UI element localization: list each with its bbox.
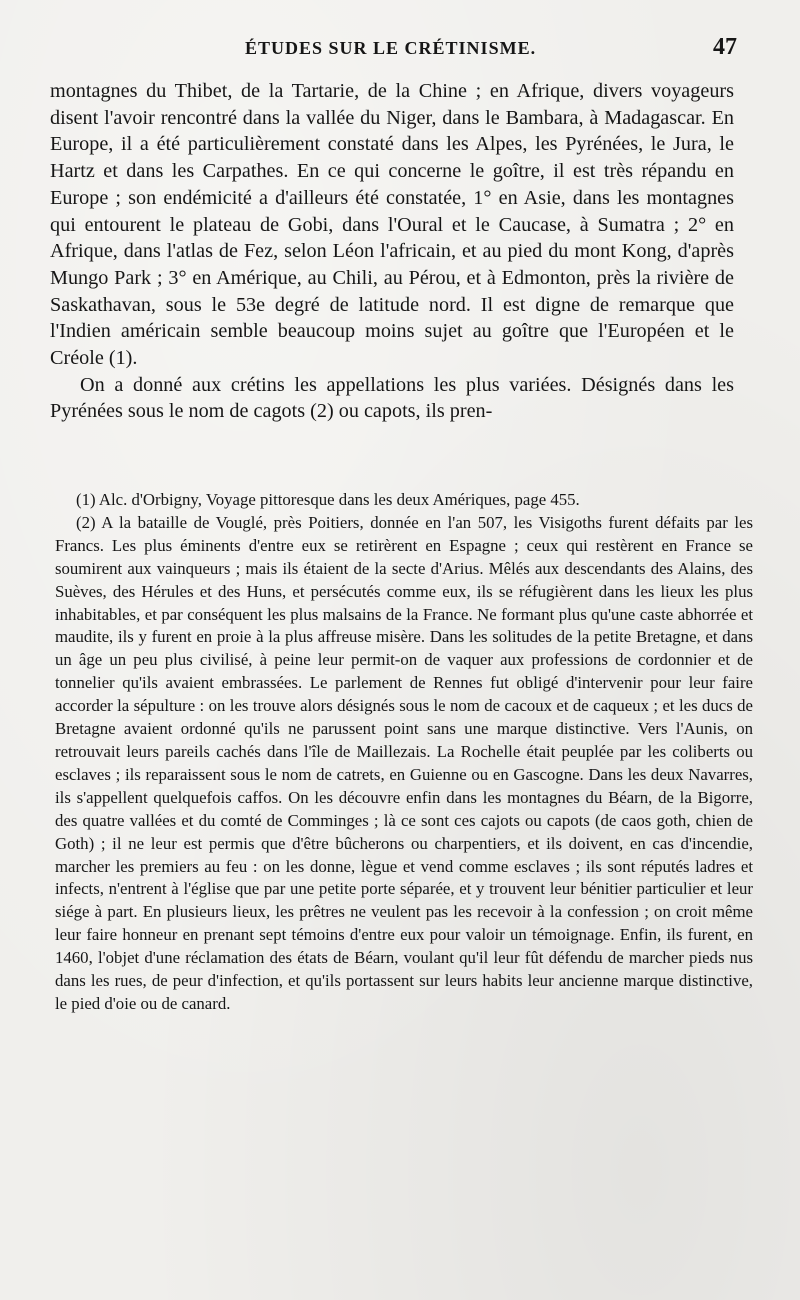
running-title: ÉTUDES SUR LE CRÉTINISME. [245, 38, 537, 58]
footnote-1-text: Alc. d'Orbigny, Voyage pittoresque dans les deux Amériques, page 455. [98, 490, 580, 509]
footnote-2 [55, 512, 753, 1016]
page-header [55, 34, 745, 64]
paragraph-2: On a donné aux crétins les appellations les plus variées. Désignés dans les Pyrénées sous le nom de cagots (2) ou capots, ils pren- [50, 373, 734, 423]
paragraph-1: montagnes du Thibet, de la Tartarie, de la Chine ; en Afrique, divers voyageurs disent l'avoir rencontré dans la vallée du Niger, dans le Bambara, à Madagascar. En Europe, il a été particulièrement constaté dans les Alpes, les Pyrénées, le Jura, le Hartz et dans les Carpathes. En ce qui concerne le goître, il est très répandu en Europe ; son endémicité a d'ailleurs été constatée, 1° en Asie, dans les montagnes qui entourent le plateau de Gobi, dans l'Oural et le Caucase, à Sumatra ; 2° en Afrique, dans l'atlas de Fez, selon Léon l'africain, et au pied du mont Kong, d'après Mungo Park ; 3° en Amérique, au Chili, au Pérou, et à Edmonton, près la rivière de Saskathavan, sous le 53e degré de latitude nord. Il est digne de remarque que l'Indien américain semble beaucoup moins sujet au goître que l'Européen et le Créole (1). [50, 80, 734, 370]
footnote-2-marker: (2) [76, 512, 96, 532]
page-number: 47 [713, 34, 737, 60]
main-text [50, 78, 734, 425]
footnote-1-marker: (1) [76, 490, 96, 509]
footnote-1 [55, 489, 753, 512]
footnotes [55, 489, 753, 1016]
footnote-2-text: A la bataille de Vouglé, près Poitiers, donnée en l'an 507, les Visigoths furent défaits par les Francs. Les plus éminents d'entre eux se retirèrent en Espagne ; ceux qui restèrent en France se soumirent aux vainqueurs ; mais ils étaient de la secte d'Arius. Mêlés aux descendants des Alains, des Suèves, des Hérules et des Huns, et persécutés comme eux, ils se réfugièrent dans les lieux les plus inhabitables, et par conséquent les plus malsains de la France. Ne formant plus qu'une caste abhorrée et maudite, ils y furent en proie à la plus affreuse misère. Dans les solitudes de la petite Bretagne, et dans un âge un peu plus civilisé, à peine leur permit-on de vaquer aux professions de cordonnier et de tonnelier qu'ils avaient embrassées. Le parlement de Rennes fut obligé d'intervenir pour leur faire accorder la sépulture : on les trouve alors désignés sous le nom de cacoux et de caqueux ; et les ducs de Bretagne avaient ordonné qu'ils ne parussent point sans une marque distinctive. Vers l'Aunis, on retrouvait leurs pareils cachés dans l'île de Maillezais. La Rochelle était peuplée par les coliberts ou esclaves ; ils reparaissent sous le nom de catrets, en Guienne ou en Gascogne. Dans les deux Navarres, ils s'appellent quelquefois caffos. On les découvre enfin dans les montagnes du Béarn, de la Bigorre, des quatre vallées et du comté de Comminges ; là ce sont ces cajots ou capots (de caos goth, chien de Goth) ; il ne leur est permis que d'être bûcherons ou charpentiers, et ils doivent, en cas d'incendie, marcher les premiers au feu : on les donne, lègue et vend comme esclaves ; ils sont réputés ladres et infects, n'entrent à l'église que par une petite porte séparée, et y trouvent leur bénitier particulier et leur siége à part. En plusieurs lieux, les prêtres ne veulent pas les recevoir à la confession ; on croit même leur faire honneur en prenant sept témoins d'entre eux pour valoir un témoignage. Enfin, ils furent, en 1460, l'objet d'une réclamation des états de Béarn, voulant qu'il leur fût défendu de marcher pieds nus dans les rues, de peur d'infection, et qu'ils portassent sur leurs habits leur ancienne marque distinctive, le pied d'oie ou de canard. [55, 512, 753, 1013]
